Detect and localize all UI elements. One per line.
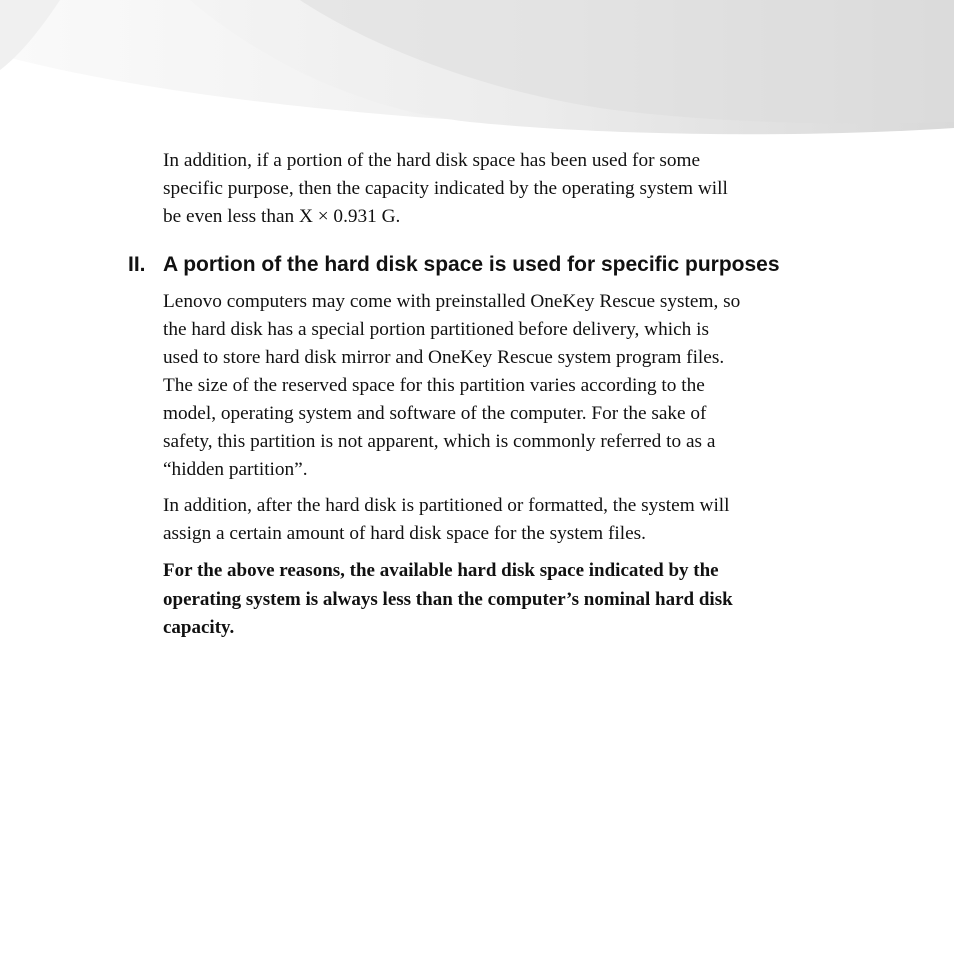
text-line: capacity. [163,617,235,638]
header-swoosh-decoration [0,0,954,140]
text-line: be even less than X × 0.931 G. [163,206,401,227]
text-line: used to store hard disk mirror and OneKey Rescue system program files. [163,347,725,368]
text-line: assign a certain amount of hard disk space for the system files. [163,523,646,544]
text-line: operating system is always less than the computer’s nominal hard disk [163,588,733,610]
text-line: safety, this partition is not apparent, which is commonly referred to as a [163,431,716,452]
text-line: In addition, if a portion of the hard disk space has been used for some [163,150,701,171]
text-line: The size of the reserved space for this partition varies according to the [163,375,705,396]
text-line: the hard disk has a special portion partitioned before delivery, which is [163,319,709,340]
text-line: In addition, after the hard disk is partitioned or formatted, the system will [163,495,730,516]
text-line: “hidden partition”. [163,459,308,480]
text-line: Lenovo computers may come with preinstalled OneKey Rescue system, so [163,291,741,312]
intro-paragraph [163,147,875,231]
conclusion-paragraph [163,557,875,643]
text-line: specific purpose, then the capacity indicated by the operating system will [163,178,728,199]
text-line: For the above reasons, the available hard disk space indicated by the [163,560,719,581]
second-paragraph [163,492,875,548]
section-heading: A portion of the hard disk space is used for specific purposes [163,253,780,276]
text-line: model, operating system and software of the computer. For the sake of [163,403,707,424]
section-number: II. [128,253,146,276]
body-paragraph [163,288,875,484]
